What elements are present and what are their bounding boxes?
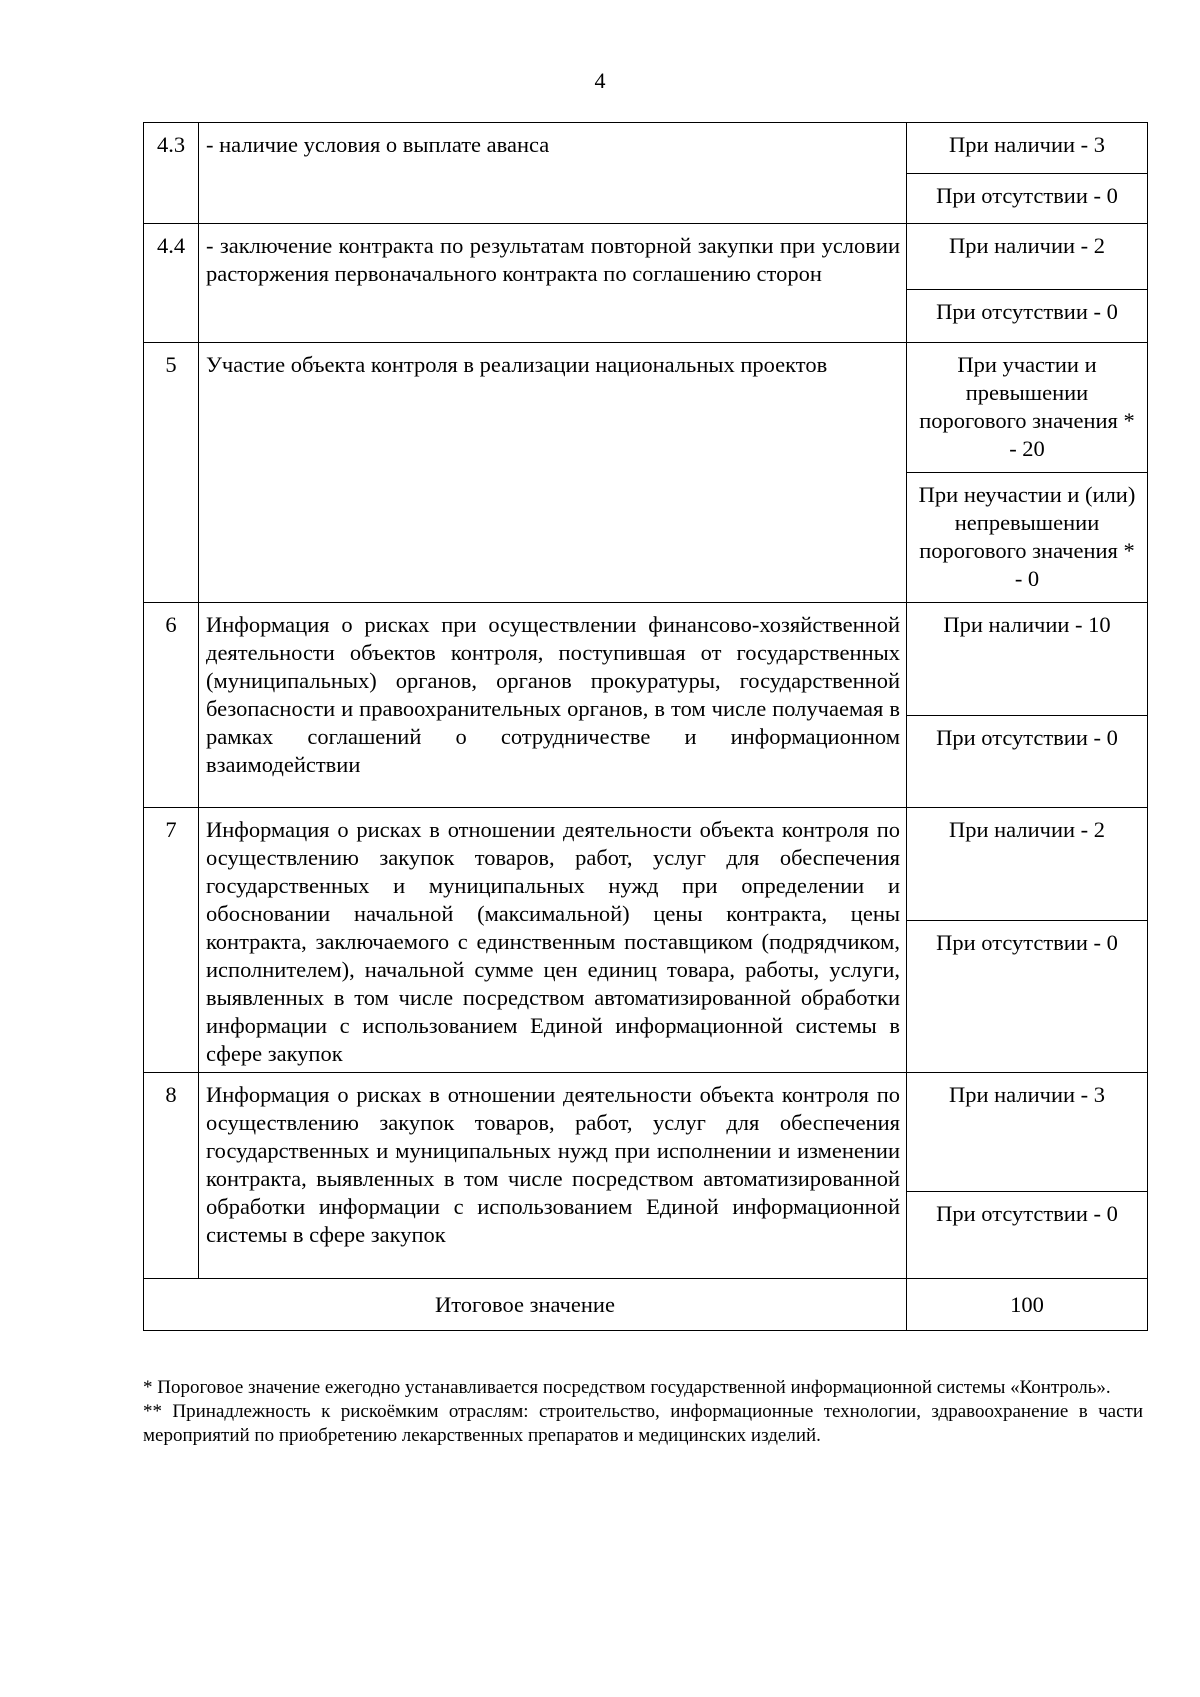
score-present: При участии и превышении порогового значения * - 20 (907, 343, 1148, 473)
row-description: Информация о рисках в отношении деятельности объекта контроля по осуществлению закупок товаров, работ, услуг для обеспечения государственных и муниципальных нужд при исполнении и изменении контракта, выявленных в том числе посредством автоматизированной обработки информации с использованием Единой информационной системы в сфере закупок (199, 1073, 907, 1279)
score-present: При наличии - 2 (907, 808, 1148, 921)
score-absent: При отсутствии - 0 (907, 290, 1148, 343)
row-description: - заключение контракта по результатам повторной закупки при условии расторжения первоначального контракта по соглашению сторон (199, 224, 907, 343)
table-row (144, 808, 1148, 921)
score-present: При наличии - 3 (907, 123, 1148, 174)
total-row (144, 1279, 1148, 1331)
row-description: - наличие условия о выплате аванса (199, 123, 907, 224)
footnote-threshold: * Пороговое значение ежегодно устанавливается посредством государственной информационной системы «Контроль». (143, 1377, 1111, 1398)
total-label: Итоговое значение (144, 1279, 907, 1331)
row-number: 6 (144, 603, 199, 808)
table-row (144, 224, 1148, 290)
row-number: 7 (144, 808, 199, 1073)
score-present: При наличии - 3 (907, 1073, 1148, 1192)
row-description: Информация о рисках в отношении деятельности объекта контроля по осуществлению закупок товаров, работ, услуг для обеспечения государственных и муниципальных нужд при определении и обосновании начальной (максимальной) цены контракта, цены контракта, заключаемого с единственным поставщиком (подрядчиком, исполнителем), начальной сумме цен единиц товара, работы, услуги, выявленных в том числе посредством автоматизированной обработки информации с использованием Единой информационной системы в сфере закупок (199, 808, 907, 1073)
table-row (144, 123, 1148, 174)
row-number: 4.3 (144, 123, 199, 224)
table-row (144, 603, 1148, 716)
row-description: Информация о рисках при осуществлении финансово-хозяйственной деятельности объектов контроля, поступившая от государственных (муниципальных) органов, органов прокуратуры, государственной безопасности и правоохранительных органов, в том числе получаемая в рамках соглашений о сотрудничестве и информационном взаимодействии (199, 603, 907, 808)
row-number: 8 (144, 1073, 199, 1279)
page-number: 4 (594, 68, 606, 93)
score-absent: При неучастии и (или) непревышении порогового значения * - 0 (907, 473, 1148, 603)
table-row (144, 1073, 1148, 1192)
score-present: При наличии - 10 (907, 603, 1148, 716)
footnote-risk-industries: ** Принадлежность к рискоёмким отраслям: строительство, информационные технологии, здравоохранение в части мероприятий по приобретению лекарственных препаратов и медицинских изделий. (143, 1401, 1143, 1446)
table-row (144, 343, 1148, 473)
score-absent: При отсутствии - 0 (907, 921, 1148, 1073)
score-absent: При отсутствии - 0 (907, 174, 1148, 224)
footnotes (143, 1376, 1143, 1448)
row-number: 5 (144, 343, 199, 603)
row-description: Участие объекта контроля в реализации национальных проектов (199, 343, 907, 603)
score-absent: При отсутствии - 0 (907, 1192, 1148, 1279)
criteria-table (143, 122, 1148, 1331)
total-value: 100 (907, 1279, 1148, 1331)
row-number: 4.4 (144, 224, 199, 343)
score-absent: При отсутствии - 0 (907, 716, 1148, 808)
score-present: При наличии - 2 (907, 224, 1148, 290)
